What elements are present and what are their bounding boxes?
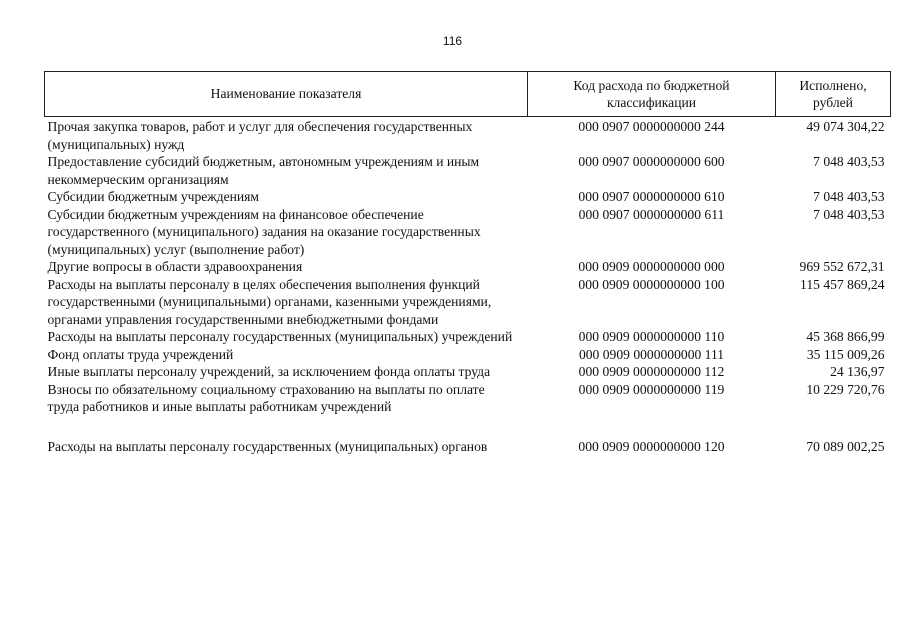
row-code: 000 0909 0000000000 112	[578, 364, 725, 379]
row-amount: 115 457 869,24	[800, 276, 885, 292]
table-row	[45, 188, 891, 206]
table-row	[45, 206, 891, 259]
table-row	[45, 346, 891, 364]
row-code: 000 0909 0000000000 119	[578, 381, 725, 397]
row-amount: 10 229 720,76	[806, 381, 885, 397]
table-row	[45, 363, 891, 381]
header-budget-code: Код расхода по бюджетной классификации	[528, 72, 776, 117]
row-name: Взносы по обязательному социальному страхованию на выплаты по оплате труда работников и иные выплаты работникам учреждений	[47, 381, 485, 414]
row-name: Предоставление субсидий бюджетным, автономным учреждениям и иным некоммерческим организациям	[47, 154, 480, 187]
row-name: Другие вопросы в области здравоохранения	[47, 259, 303, 274]
row-name: Расходы на выплаты персоналу в целях обеспечения выполнения функций государственными (муниципальными) органами, казенными учреждениями, органами управления государственными внебюджетными фондами	[47, 276, 492, 327]
row-name: Прочая закупка товаров, работ и услуг для обеспечения государственных (муниципальных) нужд	[47, 119, 473, 152]
table-row	[45, 153, 891, 188]
table-row	[45, 381, 891, 416]
row-code: 000 0909 0000000000 110	[578, 329, 725, 344]
page-number: 116	[442, 34, 463, 48]
budget-execution-table	[44, 71, 891, 455]
header-executed-amount: Исполнено, рублей	[776, 72, 891, 117]
row-name: Субсидии бюджетным учреждениям	[47, 189, 260, 204]
table-header	[45, 72, 891, 117]
row-amount: 7 048 403,53	[813, 189, 885, 204]
row-amount: 969 552 672,31	[799, 259, 885, 274]
header-indicator-name: Наименование показателя	[45, 72, 528, 117]
row-amount: 45 368 866,99	[806, 329, 885, 344]
table-row	[45, 276, 891, 329]
table-row	[45, 416, 891, 456]
row-name: Иные выплаты персоналу учреждений, за исключением фонда оплаты труда	[47, 364, 491, 379]
row-amount: 24 136,97	[830, 364, 885, 379]
budget-table-container	[44, 71, 890, 455]
table-row	[45, 328, 891, 346]
row-name: Расходы на выплаты персоналу государственных (муниципальных) органов	[47, 438, 488, 454]
header-row	[45, 72, 891, 117]
row-amount: 49 074 304,22	[806, 119, 885, 134]
table-row	[45, 258, 891, 276]
row-code: 000 0907 0000000000 611	[578, 206, 725, 222]
row-name: Субсидии бюджетным учреждениям на финансовое обеспечение государственного (муниципального) задания на оказание государственных (муниципальных) услуг (выполнение работ)	[47, 206, 481, 257]
row-code: 000 0907 0000000000 244	[578, 119, 725, 134]
row-code: 000 0907 0000000000 600	[578, 154, 725, 169]
row-code: 000 0909 0000000000 100	[578, 276, 725, 292]
table-row	[45, 117, 891, 154]
row-amount: 70 089 002,25	[806, 438, 885, 454]
row-code: 000 0909 0000000000 000	[578, 259, 725, 274]
row-amount: 35 115 009,26	[806, 346, 885, 362]
row-name: Расходы на выплаты персоналу государственных (муниципальных) учреждений	[47, 329, 513, 344]
row-amount: 7 048 403,53	[813, 154, 885, 169]
row-code: 000 0909 0000000000 120	[578, 438, 725, 454]
row-name: Фонд оплаты труда учреждений	[47, 346, 234, 362]
row-code: 000 0909 0000000000 111	[578, 346, 725, 362]
row-amount: 7 048 403,53	[813, 206, 885, 222]
table-body	[45, 117, 891, 456]
row-code: 000 0907 0000000000 610	[578, 189, 725, 204]
